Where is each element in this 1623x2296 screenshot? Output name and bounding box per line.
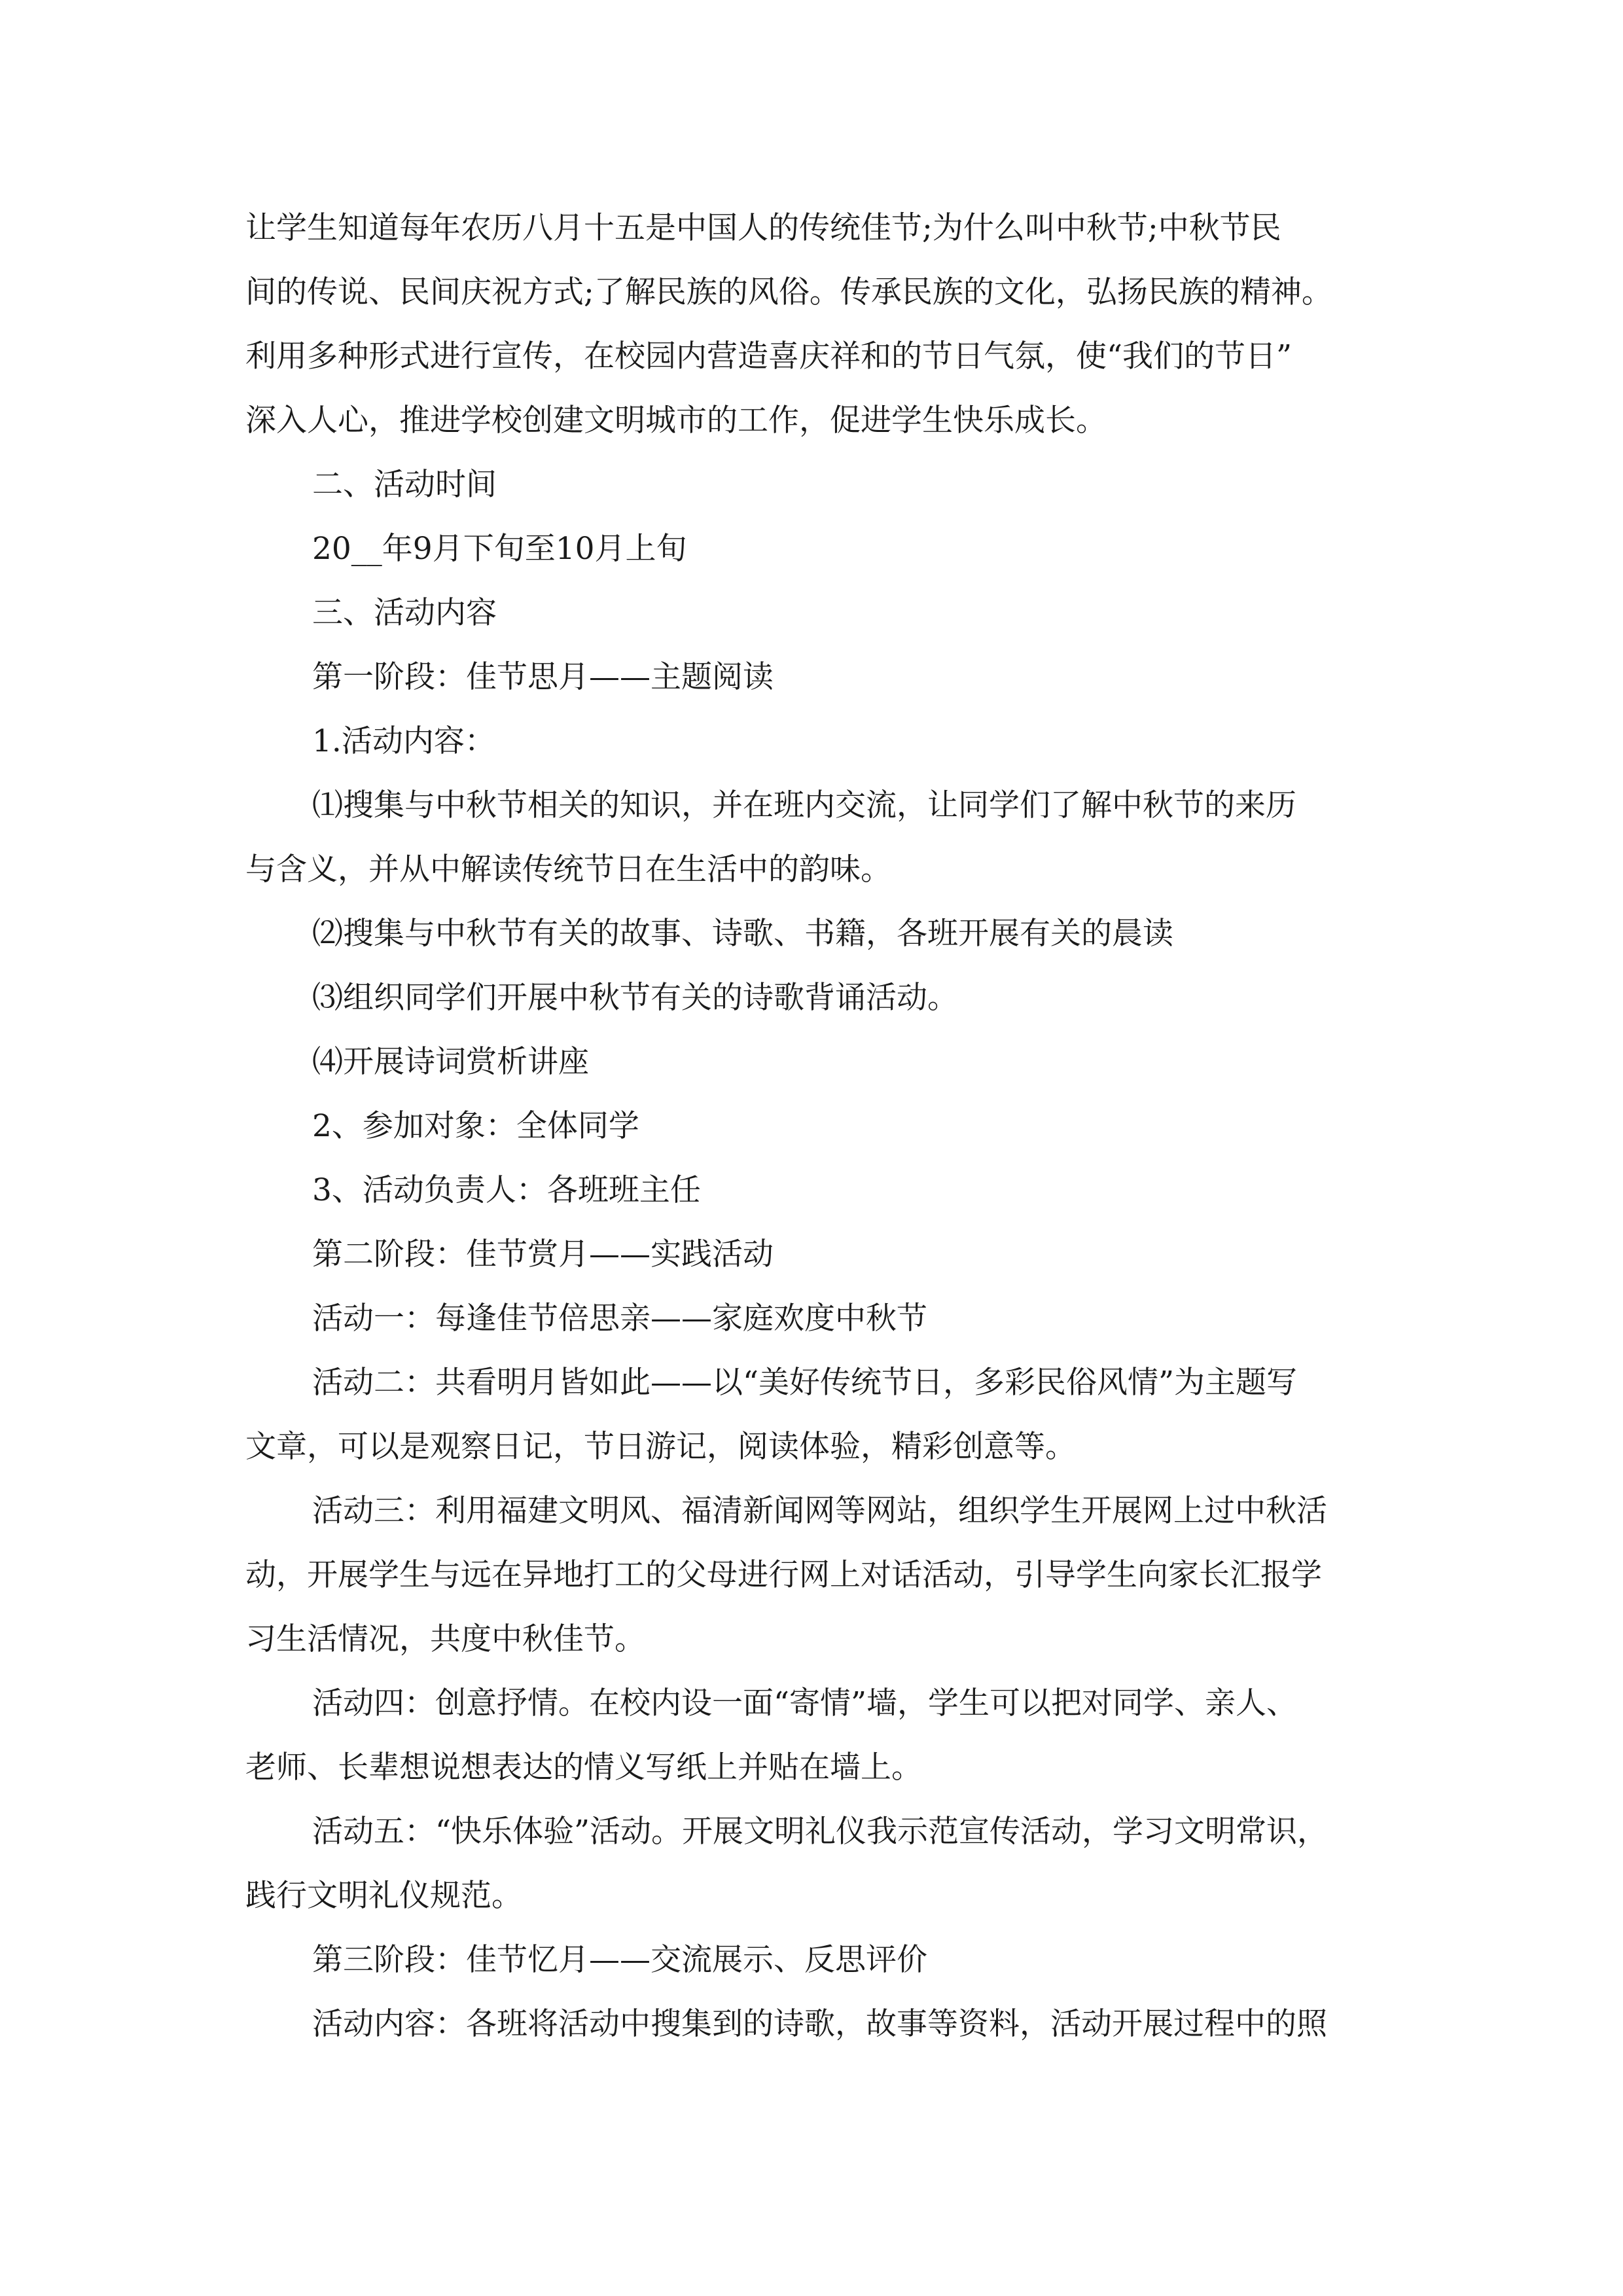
text-line: 2、参加对象：全体同学: [312, 1108, 639, 1144]
text-line: 3、活动负责人：各班班主任: [312, 1172, 701, 1208]
section-heading-content: 三、活动内容: [312, 595, 497, 631]
stage-heading-3: 第三阶段：佳节忆月——交流展示、反思评价: [312, 1942, 927, 1978]
text-line: 与含义，并从中解读传统节日在生活中的韵味。: [245, 852, 891, 888]
text-line: 活动一：每逢佳节倍思亲——家庭欢度中秋节: [312, 1300, 927, 1336]
text-line: 间的传说、民间庆祝方式;了解民族的风俗。传承民族的文化，弘扬民族的精神。: [245, 274, 1332, 310]
section-heading-time: 二、活动时间: [312, 467, 497, 503]
text-line: 20__年9月下旬至10月上旬: [312, 531, 687, 567]
text-line: 活动四：创意抒情。在校内设一面“寄情”墙，学生可以把对同学、亲人、: [312, 1685, 1298, 1721]
text-line: 让学生知道每年农历八月十五是中国人的传统佳节;为什么叫中秋节;中秋节民: [245, 210, 1281, 246]
text-line: 文章，可以是观察日记，节日游记，阅读体验，精彩创意等。: [245, 1429, 1076, 1465]
text-line: ⑷开展诗词赏析讲座: [312, 1044, 589, 1080]
text-line: ⑵搜集与中秋节有关的故事、诗歌、书籍，各班开展有关的晨读: [312, 916, 1173, 952]
text-line: 利用多种形式进行宣传，在校园内营造喜庆祥和的节日气氛，使“我们的节日”: [245, 338, 1293, 374]
document-body: [245, 196, 1378, 2056]
text-line: 活动五：“快乐体验”活动。开展文明礼仪我示范宣传活动，学习文明常识，: [312, 1814, 1329, 1850]
text-line: ⑴搜集与中秋节相关的知识，并在班内交流，让同学们了解中秋节的来历: [312, 787, 1296, 823]
text-line: 老师、长辈想说想表达的情义写纸上并贴在墙上。: [245, 1749, 922, 1785]
text-line: 活动三：利用福建文明风、福清新闻网等网站，组织学生开展网上过中秋活: [312, 1493, 1327, 1529]
stage-heading-1: 第一阶段：佳节思月——主题阅读: [312, 659, 774, 695]
text-line: 动，开展学生与远在异地打工的父母进行网上对话活动，引导学生向家长汇报学: [245, 1557, 1322, 1593]
text-line: 1.活动内容：: [312, 723, 495, 759]
text-line: 活动二：共看明月皆如此——以“美好传统节日，多彩民俗风情”为主题写: [312, 1365, 1298, 1401]
text-line: 活动内容：各班将活动中搜集到的诗歌，故事等资料，活动开展过程中的照: [312, 2006, 1327, 2042]
text-line: 深入人心，推进学校创建文明城市的工作，促进学生快乐成长。: [245, 403, 1107, 439]
stage-heading-2: 第二阶段：佳节赏月——实践活动: [312, 1236, 774, 1272]
text-line: 践行文明礼仪规范。: [245, 1878, 522, 1914]
text-line: ⑶组织同学们开展中秋节有关的诗歌背诵活动。: [312, 980, 958, 1016]
text-line: 习生活情况，共度中秋佳节。: [245, 1621, 645, 1657]
